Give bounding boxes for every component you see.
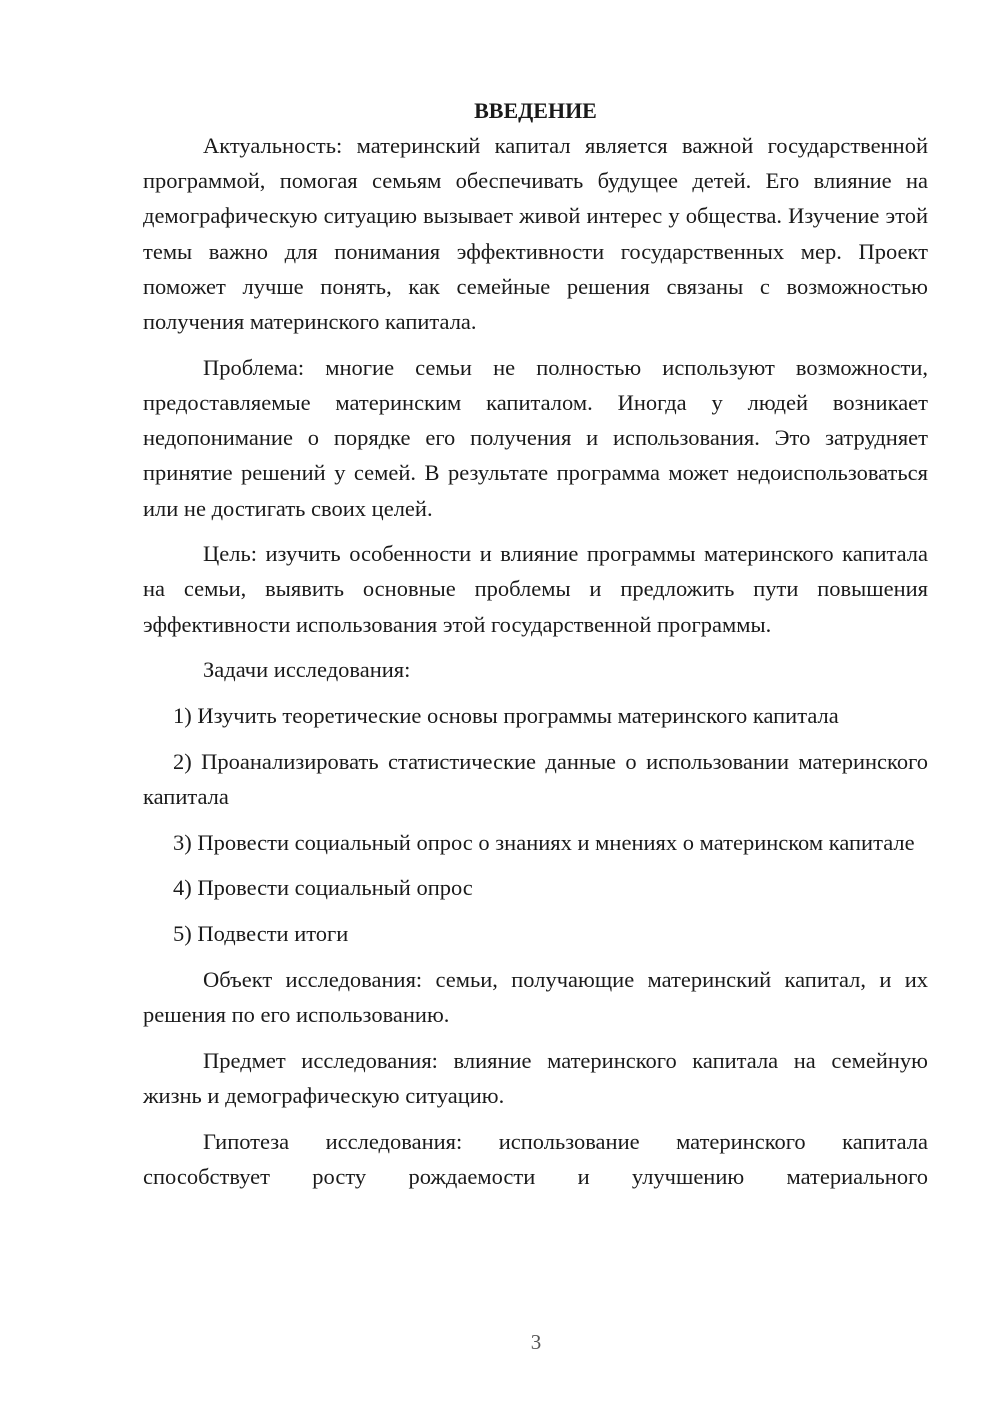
task-item-1: 1) Изучить теоретические основы программы материнского капитала <box>173 703 839 729</box>
document-page <box>143 93 928 1194</box>
paragraph-relevance: Актуальность: материнский капитал является важной государственной программой, помогая семьям обеспечивать будущее детей. Его влияние на демографическую ситуацию вызывает живой интерес у общества. Изучение этой темы важно для понимания эффективности государственных мер. Проект поможет лучше понять, как семейные решения связаны с возможностью получения материнского капитала. <box>143 133 928 335</box>
page-number: 3 <box>530 1330 542 1354</box>
paragraph-problem: Проблема: многие семьи не полностью используют возможности, предоставляемые материнским капиталом. Иногда у людей возникает недопонимание о порядке его получения и использования. Это затрудняет принятие решений у семей. В результате программа может недоиспользоваться или не достигать своих целей. <box>143 354 928 521</box>
paragraph-subject: Предмет исследования: влияние материнского капитала на семейную жизнь и демографическую ситуацию. <box>143 1047 928 1108</box>
tasks-title: Задачи исследования: <box>203 657 411 683</box>
page-title: ВВЕДЕНИЕ <box>474 98 597 123</box>
task-item-2: 2) Проанализировать статистические данные о использовании материнского капитала <box>143 748 928 809</box>
task-item-4: 4) Провести социальный опрос <box>173 875 473 901</box>
paragraph-object: Объект исследования: семьи, получающие материнский капитал, и их решения по его использованию. <box>143 966 928 1027</box>
task-item-3: 3) Провести социальный опрос о знаниях и мнениях о материнском капитале <box>173 829 915 855</box>
paragraph-hypothesis: Гипотеза исследования: использование материнского капитала способствует росту рождаемости и улучшению материального <box>143 1128 928 1189</box>
task-item-5: 5) Подвести итоги <box>173 921 349 947</box>
paragraph-goal: Цель: изучить особенности и влияние программы материнского капитала на семьи, выявить основные проблемы и предложить пути повышения эффективности использования этой государственной программы. <box>143 541 928 637</box>
